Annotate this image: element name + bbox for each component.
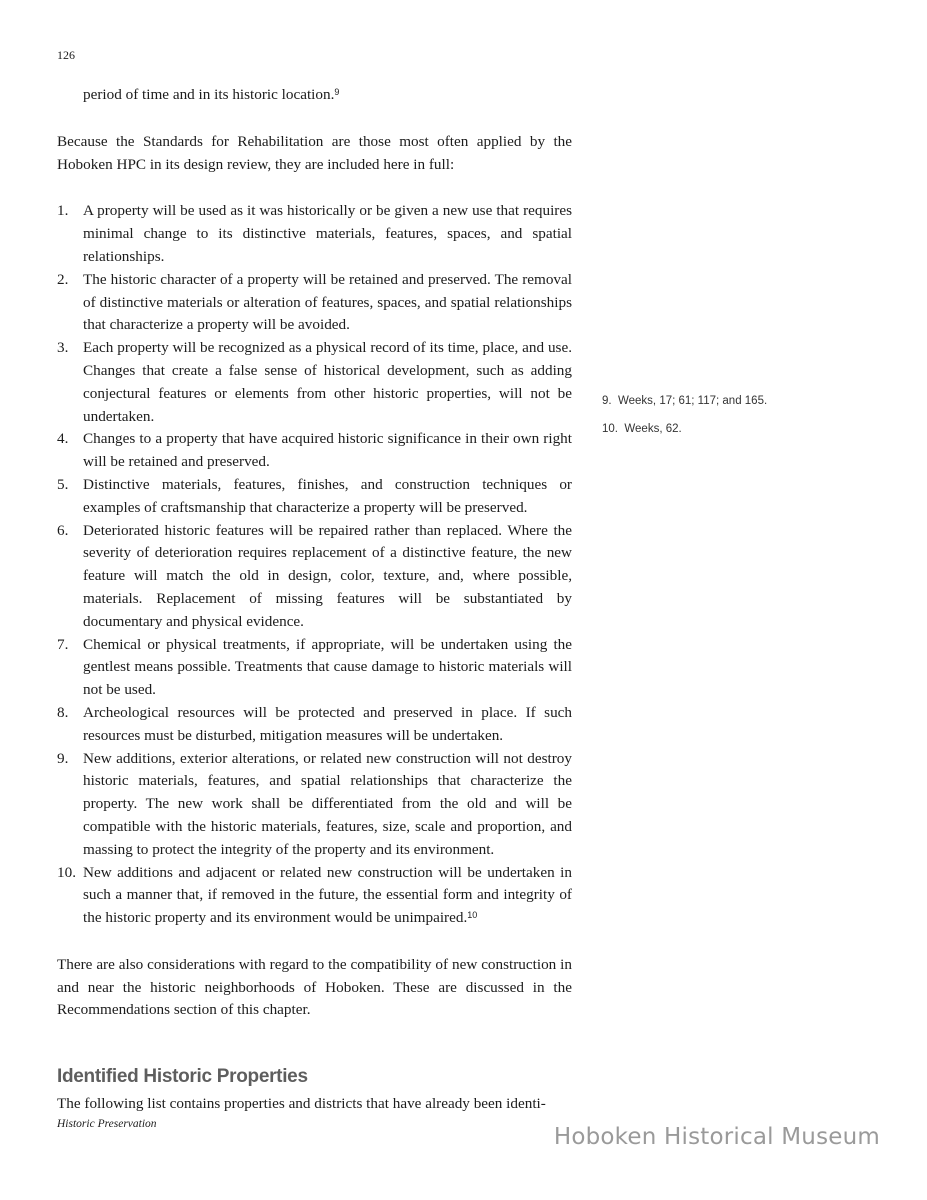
list-item-number: 10. bbox=[57, 863, 76, 881]
list-item-number: 6. bbox=[57, 521, 69, 539]
footnote-9 bbox=[602, 395, 822, 407]
list-item-text: New additions and adjacent or related new construction will be undertaken in such a manner that, if removed in the future, the essential form and integrity of the historic property and its environment would be unimpaired. bbox=[83, 863, 572, 927]
list-item-text: Deteriorated historic features will be repaired rather than replaced. Where the severity of deterioration requires replacement of a distinctive feature, the new feature will match the old in design, color, texture, and, where possible, materials. Replacement of missing features will be substantiated by documentary and physical evidence. bbox=[83, 521, 572, 630]
list-item-text: New additions, exterior alterations, or related new construction will not destroy historic materials, features, and spatial relationships that characterize the property. The new work shall be differentiated from the old and will be compatible with the historic materials, features, size, scale and proportion, and massing to protect the integrity of the property and its environment. bbox=[83, 749, 572, 858]
list-item-text: Each property will be recognized as a physical record of its time, place, and use. Changes that create a false sense of historical development, such as adding conjectural features or elements from other historic properties, will not be undertaken. bbox=[83, 339, 572, 425]
list-item-text: Archeological resources will be protected and preserved in place. If such resources must be disturbed, mitigation measures will be undertaken. bbox=[83, 703, 572, 744]
list-item-text: Chemical or physical treatments, if appropriate, will be undertaken using the gentlest means possible. Treatments that cause damage to historic materials will not be used. bbox=[83, 635, 572, 699]
footnotes-column bbox=[602, 395, 822, 451]
list-item bbox=[57, 748, 572, 862]
footnote-text: Weeks, 62. bbox=[624, 423, 682, 435]
standards-list bbox=[57, 200, 572, 930]
list-item-number: 8. bbox=[57, 703, 69, 721]
main-column bbox=[57, 84, 572, 1116]
page-number: 126 bbox=[57, 48, 75, 62]
footnote-ref-10[interactable]: 10 bbox=[467, 910, 478, 921]
list-item bbox=[57, 474, 572, 520]
footnote-10 bbox=[602, 423, 822, 435]
list-item-text: The historic character of a property will be retained and preserved. The removal of distinctive materials or alteration of features, spaces, and spatial relationships that characterize a property will be avoided. bbox=[83, 270, 572, 334]
footnote-text: Weeks, 17; 61; 117; and 165. bbox=[617, 395, 768, 407]
list-item-number: 3. bbox=[57, 339, 69, 357]
list-item bbox=[57, 269, 572, 337]
list-item-number: 1. bbox=[57, 202, 69, 220]
list-item bbox=[57, 428, 572, 474]
considerations-paragraph: There are also considerations with regard to the compatibility of new construction in and near the historic neighborhoods of Hoboken. These are discussed in the Recommendations section of this chapter. bbox=[57, 955, 572, 1019]
list-item bbox=[57, 337, 572, 428]
running-footer: Historic Preservation bbox=[57, 1118, 157, 1130]
continuation-text: period of time and in its historic location. bbox=[83, 86, 335, 103]
list-item-text: Changes to a property that have acquired historic significance in their own right will be retained and preserved. bbox=[83, 430, 572, 471]
list-item-number: 7. bbox=[57, 635, 69, 653]
footnote-number: 9. bbox=[602, 395, 612, 407]
list-item bbox=[57, 520, 572, 634]
intro-paragraph: Because the Standards for Rehabilitation are those most often applied by the Hoboken HPC in its design review, they are included here in full: bbox=[57, 132, 572, 173]
footnote-number: 10. bbox=[602, 423, 618, 435]
list-item-number: 4. bbox=[57, 430, 69, 448]
list-item bbox=[57, 200, 572, 268]
list-item bbox=[57, 862, 572, 930]
section-heading: Identified Historic Properties bbox=[57, 1066, 308, 1088]
list-item-number: 9. bbox=[57, 749, 69, 767]
list-item-text: Distinctive materials, features, finishes, and construction techniques or examples of craftsmanship that characterize a property will be preserved. bbox=[83, 475, 572, 516]
footnote-ref-9[interactable]: 9 bbox=[334, 87, 340, 97]
list-item-number: 5. bbox=[57, 475, 69, 493]
museum-watermark: Hoboken Historical Museum bbox=[553, 1124, 880, 1150]
list-item-number: 2. bbox=[57, 270, 69, 288]
section-paragraph: The following list contains properties and districts that have already been identi- bbox=[57, 1095, 546, 1113]
list-item bbox=[57, 634, 572, 702]
list-item bbox=[57, 702, 572, 748]
list-item-text: A property will be used as it was historically or be given a new use that requires minimal change to its distinctive materials, features, spaces, and spatial relationships. bbox=[83, 202, 572, 265]
continuation-paragraph bbox=[83, 84, 572, 107]
